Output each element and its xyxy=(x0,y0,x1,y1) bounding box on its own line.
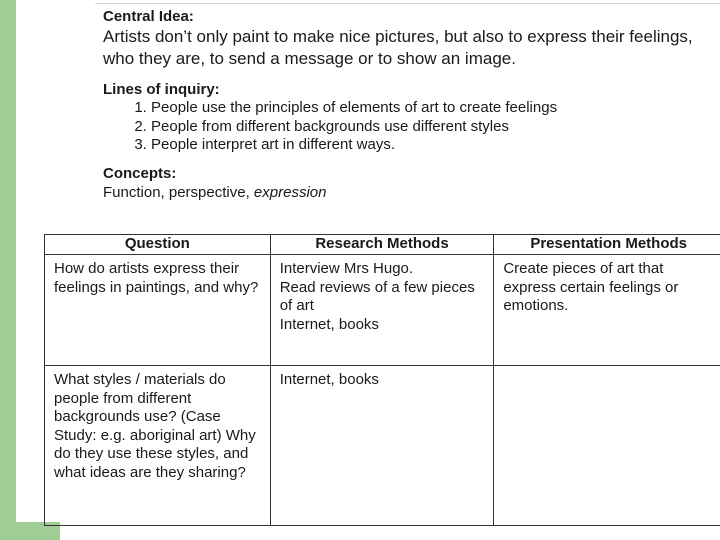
column-header-research: Research Methods xyxy=(270,235,494,255)
page-ruler xyxy=(95,0,720,4)
inquiry-item: 3. People interpret art in different ways. xyxy=(151,136,713,155)
lines-of-inquiry-list xyxy=(103,99,713,155)
research-line: Internet, books xyxy=(279,371,379,388)
document-body xyxy=(103,7,713,202)
column-header-question: Question xyxy=(45,235,271,255)
lines-of-inquiry-heading: Lines of inquiry: xyxy=(103,81,220,98)
inquiry-table xyxy=(44,234,720,526)
research-line: Internet, books xyxy=(279,315,379,333)
question-cell: How do artists express their feelings in paintings, and why? xyxy=(45,255,271,366)
concepts-text-plain: Function, perspective, xyxy=(103,183,254,201)
central-idea-text: Artists don’t only paint to make nice pictures, but also to express their feelings, who they are, to send a message or to show an image. xyxy=(103,27,693,68)
inquiry-item: 1. People use the principles of elements of art to create feelings xyxy=(151,99,713,118)
concepts-text-italic: expression xyxy=(253,183,327,201)
research-line: Interview Mrs Hugo. xyxy=(279,260,414,277)
presentation-cell: Create pieces of art that express certain feelings or emotions. xyxy=(494,255,720,366)
inquiry-item: 2. People from different backgrounds use different styles xyxy=(151,118,713,137)
research-line: Read reviews of a few pieces of art xyxy=(279,278,475,314)
research-cell xyxy=(270,366,494,526)
table-row xyxy=(45,255,720,366)
central-idea-heading: Central Idea: xyxy=(103,8,194,25)
table-header-row xyxy=(45,235,720,255)
concepts-heading: Concepts: xyxy=(103,164,177,182)
table-row xyxy=(45,366,720,526)
presentation-cell xyxy=(494,366,720,526)
column-header-presentation: Presentation Methods xyxy=(494,235,720,255)
question-cell: What styles / materials do people from different backgrounds use? (Case Study: e.g. aboriginal art) Why do they use these styles, and what ideas are they sharing? xyxy=(45,366,271,526)
left-accent-bar xyxy=(0,0,16,540)
research-cell xyxy=(270,255,494,366)
concepts-text xyxy=(103,183,713,202)
